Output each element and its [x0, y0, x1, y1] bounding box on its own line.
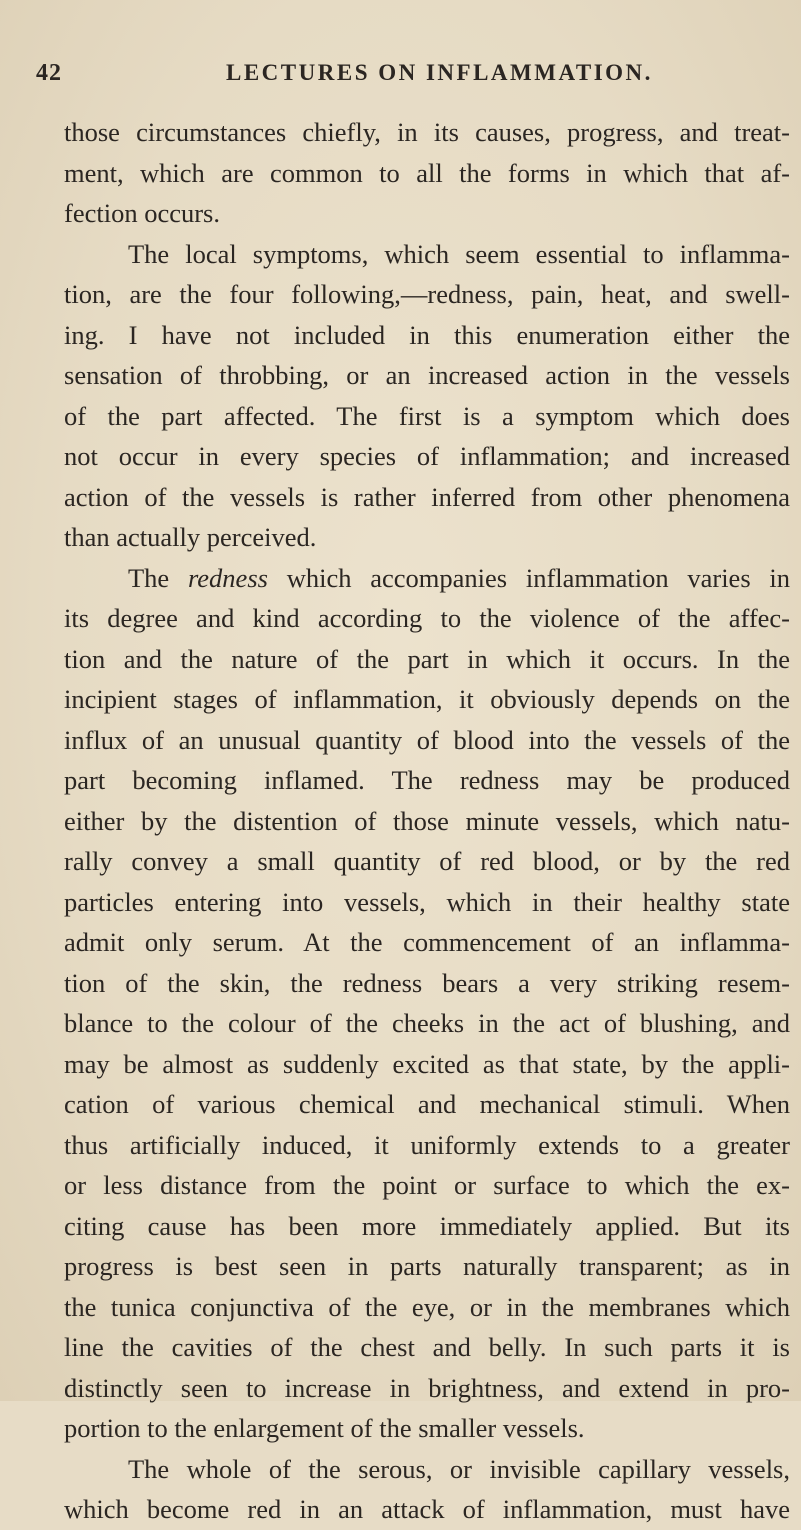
- page-header: [36, 60, 761, 100]
- text-line: line the cavities of the chest and belly. In such parts it is: [64, 1332, 790, 1362]
- italic-term-redness: redness: [187, 562, 268, 593]
- text-line: fection occurs.: [64, 198, 220, 228]
- text-line: particles entering into vessels, which in their healthy state: [64, 886, 790, 917]
- text-line: or less distance from the point or surface to which the ex-: [64, 1170, 790, 1200]
- text-line: sensation of throbbing, or an increased action in the vessels: [64, 360, 790, 390]
- page-number: 42: [36, 60, 62, 86]
- text-line: blance to the colour of the cheeks in the act of blushing, and: [64, 1008, 790, 1038]
- line-text-post: which accompanies inflammation varies in: [267, 562, 790, 593]
- paragraph-start-line: The whole of the serous, or invisible capillary vessels,: [128, 1453, 790, 1484]
- text-line: may be almost as suddenly excited as that state, by the appli-: [64, 1048, 790, 1079]
- text-line: ment, which are common to all the forms in which that af-: [64, 157, 790, 188]
- text-line: part becoming inflamed. The redness may be produced: [64, 765, 790, 795]
- text-line: incipient stages of inflammation, it obviously depends on the: [64, 684, 790, 714]
- text-line: progress is best seen in parts naturally transparent; as in: [64, 1251, 790, 1281]
- text-line: admit only serum. At the commencement of an inflamma-: [64, 927, 790, 957]
- text-line: tion of the skin, the redness bears a very striking resem-: [64, 967, 790, 998]
- text-line: thus artificially induced, it uniformly extends to a greater: [64, 1129, 790, 1160]
- text-line: tion, are the four following,—redness, pain, heat, and swell-: [64, 279, 790, 309]
- text-line: than actually perceived.: [64, 522, 317, 552]
- paragraph-start-line: The local symptoms, which seem essential to inflamma-: [128, 238, 790, 269]
- text-line: distinctly seen to increase in brightness, and extend in pro-: [64, 1372, 790, 1403]
- text-line: citing cause has been more immediately applied. But its: [64, 1210, 790, 1241]
- text-line: ing. I have not included in this enumeration either the: [64, 319, 790, 350]
- text-line: its degree and kind according to the violence of the affec-: [64, 603, 790, 633]
- text-line: cation of various chemical and mechanical stimuli. When: [64, 1089, 790, 1119]
- text-line: portion to the enlargement of the smaller vessels.: [64, 1413, 585, 1443]
- text-line: of the part affected. The first is a symptom which does: [64, 400, 790, 431]
- text-line: not occur in every species of inflammation; and increased: [64, 441, 790, 471]
- text-line: influx of an unusual quantity of blood into the vessels of the: [64, 724, 790, 755]
- paragraph-start-line: [64, 558, 790, 599]
- text-line: rally convey a small quantity of red blood, or by the red: [64, 846, 790, 876]
- text-line: action of the vessels is rather inferred from other phenomena: [64, 481, 790, 512]
- text-line: the tunica conjunctiva of the eye, or in the membranes which: [64, 1291, 790, 1322]
- text-line: those circumstances chiefly, in its causes, progress, and treat-: [64, 117, 790, 147]
- text-line: tion and the nature of the part in which it occurs. In the: [64, 643, 790, 674]
- text-line: either by the distention of those minute vessels, which natu-: [64, 805, 790, 836]
- text-line: which become red in an attack of inflammation, must have: [64, 1494, 790, 1524]
- line-text-pre: The: [128, 562, 188, 593]
- body-text: [64, 112, 790, 1530]
- running-head: LECTURES ON INFLAMMATION.: [226, 60, 653, 85]
